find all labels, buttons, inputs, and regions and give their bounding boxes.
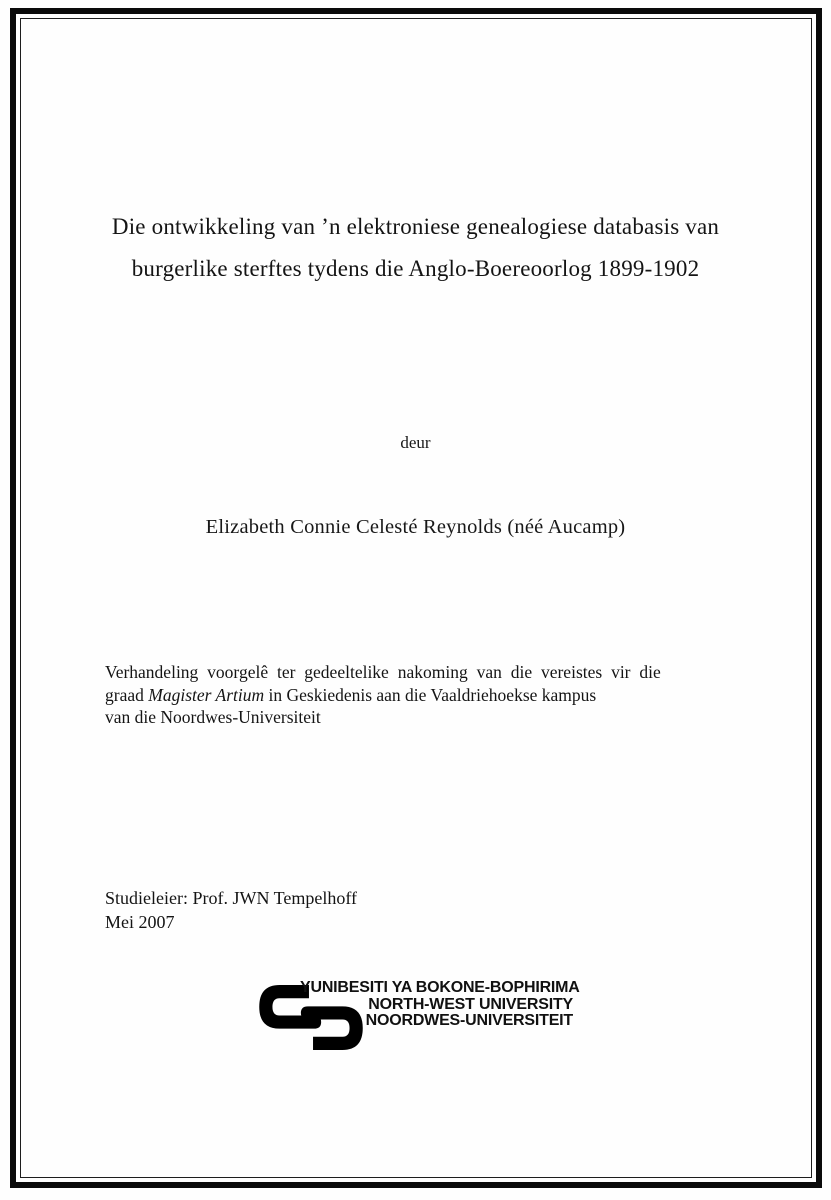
statement-line-1: Verhandeling voorgelê ter gedeeltelike nakoming van die vereistes vir die [105, 662, 661, 682]
supervisor: Studieleier: Prof. JWN Tempelhoff [105, 888, 358, 908]
logo-text-setswana: YUNIBESITI YA BOKONE-BOPHIRIMA [300, 979, 580, 996]
statement-line-2-pre: graad [105, 684, 149, 705]
statement-line-2-post: in Geskiedenis aan die Vaaldriehoekse kampus [264, 684, 597, 705]
author-name: Elizabeth Connie Celesté Reynolds (néé Aucamp) [205, 516, 626, 538]
logo-text-afrikaans: NOORDWES-UNIVERSITEIT [365, 1012, 573, 1030]
degree-name: Magister Artium [148, 684, 265, 705]
title-line-2: burgerlike sterftes tydens die Anglo-Boereoorlog 1899-1902 [131, 256, 700, 281]
thesis-title [60, 206, 771, 290]
statement-line-2 [105, 684, 733, 707]
logo-text-english: NORTH-WEST UNIVERSITY [368, 995, 573, 1013]
degree-statement [105, 661, 733, 729]
statement-line-3: van die Noordwes-Universiteit [105, 707, 321, 727]
university-logo-text [300, 979, 580, 1030]
supervisor-block [105, 887, 357, 934]
byline: deur [400, 433, 431, 452]
date: Mei 2007 [105, 911, 175, 932]
title-line-1: Die ontwikkeling van ’n elektroniese genealogiese databasis van [111, 214, 720, 239]
